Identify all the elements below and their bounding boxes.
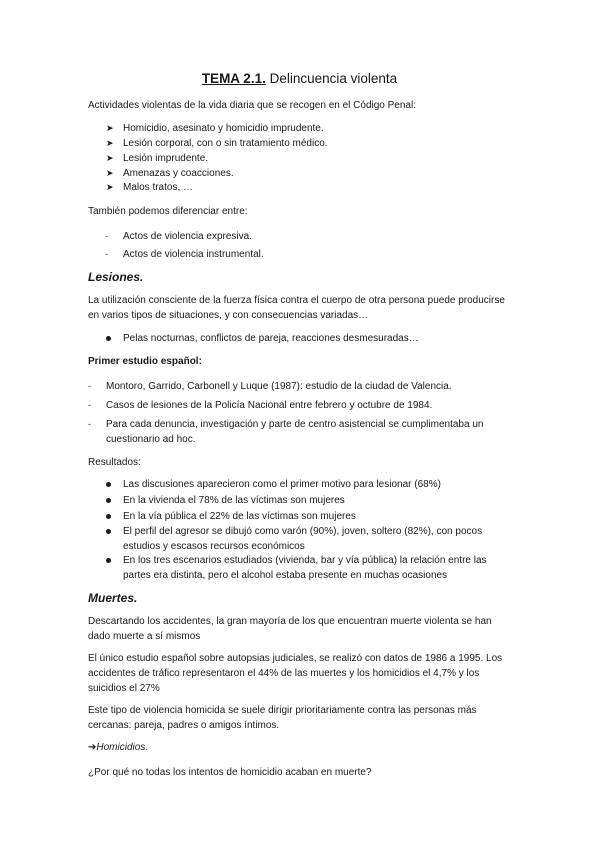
dash-bullet-icon: - [88,400,91,410]
intro-text: Actividades violentas de la vida diaria que se recogen en el Código Penal: [88,100,416,111]
page-title [0,70,599,88]
dash-bullet-icon: - [88,381,91,391]
lesiones-heading: Lesiones. [88,270,144,284]
title-rest: Delincuencia violenta [265,71,398,86]
homicidios-label: Homicidios [96,742,146,753]
dot-bullet-icon [106,498,111,503]
dash-bullet-icon: - [88,419,91,429]
dot-bullet-icon [106,336,111,341]
arrow-bullet-icon: ➤ [106,182,114,192]
arrow-bullet-icon: ➤ [106,123,114,133]
dot-bullet-icon [106,558,111,563]
primer-estudio-heading: Primer estudio español: [88,356,202,367]
homicidios-line [88,740,518,755]
arrow-bullet-icon: ➤ [106,168,114,178]
title-lead: TEMA 2.1. [201,71,266,86]
dot-bullet-icon [106,514,111,519]
muertes-heading: Muertes. [88,591,138,605]
dot-bullet-icon [106,529,111,534]
muertes-paragraph-1: Descartando los accidentes, la gran mayoría de los que encuentran muerte violenta se han dado muerte a sí mismos [88,616,492,642]
dash-bullet-icon: - [105,249,108,259]
arrow-right-icon: ➔ [88,742,97,753]
muertes-paragraph-2: El único estudio español sobre autopsias judiciales, se realizó con datos de 1986 a 1995. Los accidentes de tráfico representaron el 44% de las muertes y los homicidios el 4,7% y los suicidios el 27% [88,653,503,694]
dot-bullet-icon [106,482,111,487]
muertes-paragraph-3: Este tipo de violencia homicida se suele dirigir prioritariamente contra las personas más cercanas: pareja, padres o amigos íntimos. [88,705,477,731]
dash-bullet-icon: - [105,231,108,241]
lesiones-paragraph: La utilización consciente de la fuerza física contra el cuerpo de otra persona puede producirse en varios tipos de situaciones, y con consecuencias variadas… [88,295,505,321]
homicidio-question: ¿Por qué no todas los intentos de homicidio acaban en muerte? [88,767,372,778]
diferenciar-text: También podemos diferenciar entre: [88,206,248,217]
document-page: TEMA 2.1. Delincuencia violenta Actividades violentas de la vida diaria que se recogen en el Código Penal: ➤ Homicidio, asesinato y homicidio imprudente. ➤ Lesión corporal, con o sin tratamiento médico. ➤ Lesión imprudente. ➤ Amenazas y coacciones. ➤ Malos tratos, … También podemos diferenciar entre: - Actos de violencia expresiva. - Actos de violencia instrumental. Lesiones. La utilización consciente de la fuerza física contra el cuerpo de otra persona puede producirse en varios tipos de situaciones, y con consecuencias variadas… Pelas nocturnas, conflictos de pareja, reacciones desmesuradas… Primer estudio español: - Montoro, Garrido, Carbonell y Luque (1987): estudio de la ciudad de Valencia. - Casos de lesiones de la Policía Nacional entre febrero y octubre de 1984. - Para cada denuncia, investigación y parte de centro asistencial se cumplimentaba un cuestionario ad hoc. Resultados: Las discusiones aparecieron como el primer motivo para lesionar (68%) En la vivienda el 78% de las víctimas son mujeres En la vía pública el 22% de las víctimas son mujeres El perfil del agresor se dibujó como varón (90%), joven, soltero (82%), con pocos estudios y escasos recursos económicos En los tres escenarios estudiados (vivienda, bar y vía pública) la relación entre las partes era distinta, pero el alcohol estaba presente en muchas ocasiones Muertes. Descartando los accidentes, la gran mayoría de los que encuentran muerte violenta se han dado muerte a sí mismos El único estudio español sobre autopsias judiciales, se realizó con datos de 1986 a 1995. Los accidentes de tráfico representaron el 44% de las muertes y los homicidios el 4,7% y los suicidios el 27% Este tipo de violencia homicida se suele dirigir prioritariamente contra las personas más cercanas: pareja, padres o amigos íntimos. ➔Homicidios. ¿Por qué no todas los intentos de homicidio acaban en muerte? [0,0,599,848]
homicidios-period: . [145,742,149,753]
arrow-bullet-icon: ➤ [106,153,114,163]
resultados-heading: Resultados: [88,457,141,468]
arrow-bullet-icon: ➤ [106,138,114,148]
